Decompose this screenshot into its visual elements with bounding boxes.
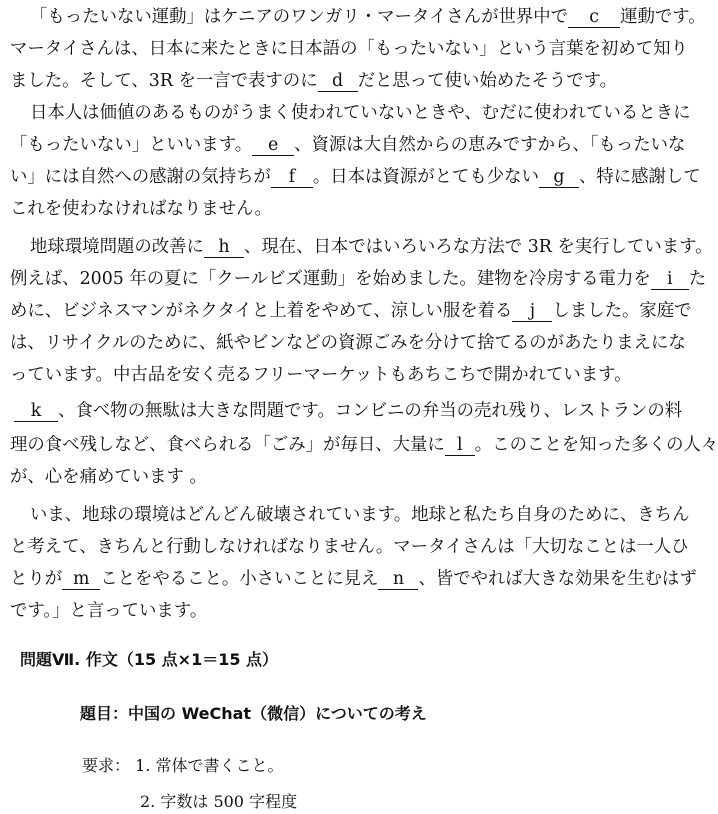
- requirement-1: 1. 常体で書くこと。: [135, 756, 284, 775]
- p5-line-1: [30, 502, 690, 528]
- blank-h: h: [204, 237, 244, 258]
- text: マータイさんは、日本に来たときに日本語の「もったいない」という言葉を初めて知り: [10, 39, 688, 59]
- blank-g: g: [539, 167, 579, 188]
- text: た: [688, 269, 707, 289]
- text: っています。中古品を安く売るフリーマーケットもあちこちで開かれています。: [10, 365, 632, 385]
- p1-line-1: [30, 4, 706, 30]
- requirement-2: 2. 字数は 500 字程度: [140, 792, 298, 811]
- essay-topic: 題目：中国の WeChat（微信）についての考え: [80, 704, 427, 723]
- text: が、心を痛めています 。: [10, 467, 207, 487]
- text: 、特に感謝して: [578, 167, 701, 187]
- p4-line-2: [10, 432, 718, 458]
- p4-line-1: [14, 398, 683, 424]
- text: いま、地球の環境はどんどん破壊されています。地球と私たち自身のために、きちん: [30, 505, 690, 525]
- blank-f: f: [271, 167, 313, 188]
- text: だと思って使い始めたそうです。: [357, 71, 618, 91]
- text: めに、ビジネスマンがネクタイと上着をやめて、涼しい服を着る: [10, 301, 513, 321]
- text: これを使わなければなりません。: [10, 199, 272, 219]
- blank-e: e: [252, 135, 294, 156]
- text: です。」と言っています。: [10, 601, 208, 621]
- text: 、資源は大自然からの恵みですから、「もったいな: [294, 135, 686, 155]
- text: 地球環境問題の改善に: [30, 237, 204, 257]
- text: 。このことを知った多くの人々: [474, 435, 718, 455]
- p5-line-4: [10, 598, 624, 624]
- text: と考えて、きちんと行動しなければなりません。マータイさんは「大切なことは一人ひ: [10, 537, 689, 557]
- text: 「もったいない運動」はケニアのワンガリ・マータイさんが世界中で: [30, 7, 569, 27]
- text: とりが: [10, 569, 63, 589]
- text: 「もったいない」といいます。: [10, 135, 253, 155]
- p1-line-2: [10, 36, 688, 62]
- text: 運動です。: [620, 7, 706, 27]
- p2-line-2: [10, 132, 686, 158]
- p1-line-3: [10, 68, 624, 94]
- blank-l: l: [445, 435, 475, 456]
- text: ました。そして、3R を一言で表すのに: [10, 71, 318, 91]
- p3-line-1: [30, 234, 713, 260]
- text: 理の食べ残しなど、食べられる「ごみ」が毎日、大量に: [10, 435, 445, 455]
- blank-d: d: [318, 71, 358, 92]
- text: 日本人は価値のあるものがうまく使われていないときや、むだに使われているときに: [30, 103, 691, 123]
- text: 例えば、2005 年の夏に「クールビズ運動」を始めました。建物を冷房する電力を: [10, 269, 651, 289]
- blank-n: n: [378, 569, 418, 590]
- blank-k: k: [14, 401, 58, 422]
- section-title: 問題Ⅶ. 作文（15 点×1＝15 点）: [20, 650, 279, 669]
- p5-line-3: [10, 566, 697, 592]
- text: 。日本は資源がとても少ない: [312, 167, 539, 187]
- p3-line-4: [10, 330, 686, 356]
- text: 、現在、日本ではいろいろな方法で 3R を実行しています。: [243, 237, 713, 257]
- text: ことをやること。小さいことに見え: [100, 569, 379, 589]
- p3-line-2: [10, 266, 707, 292]
- p2-line-3: [10, 164, 701, 190]
- p2-line-4: [10, 196, 624, 222]
- requirements-label: 要求：: [82, 756, 131, 775]
- text: 、食べ物の無駄は大きな問題です。コンビニの弁当の売れ残り、レストランの料: [58, 401, 683, 421]
- p5-line-2: [10, 534, 689, 560]
- blank-c: c: [568, 7, 620, 28]
- blank-j: j: [512, 301, 552, 322]
- p3-line-5: [10, 362, 632, 388]
- p3-line-3: [10, 298, 692, 324]
- text: い」には自然への感謝の気持ちが: [10, 167, 271, 187]
- p4-line-3: [10, 464, 624, 490]
- p2-line-1: [30, 100, 691, 126]
- blank-i: i: [651, 269, 689, 290]
- text: 、皆でやれば大きな効果を生むはず: [418, 569, 697, 589]
- blank-m: m: [62, 569, 100, 590]
- text: しました。家庭で: [552, 301, 692, 321]
- text: は、リサイクルのために、紙やビンなどの資源ごみを分けて捨てるのがあたりまえにな: [10, 333, 686, 353]
- requirements: [82, 754, 283, 778]
